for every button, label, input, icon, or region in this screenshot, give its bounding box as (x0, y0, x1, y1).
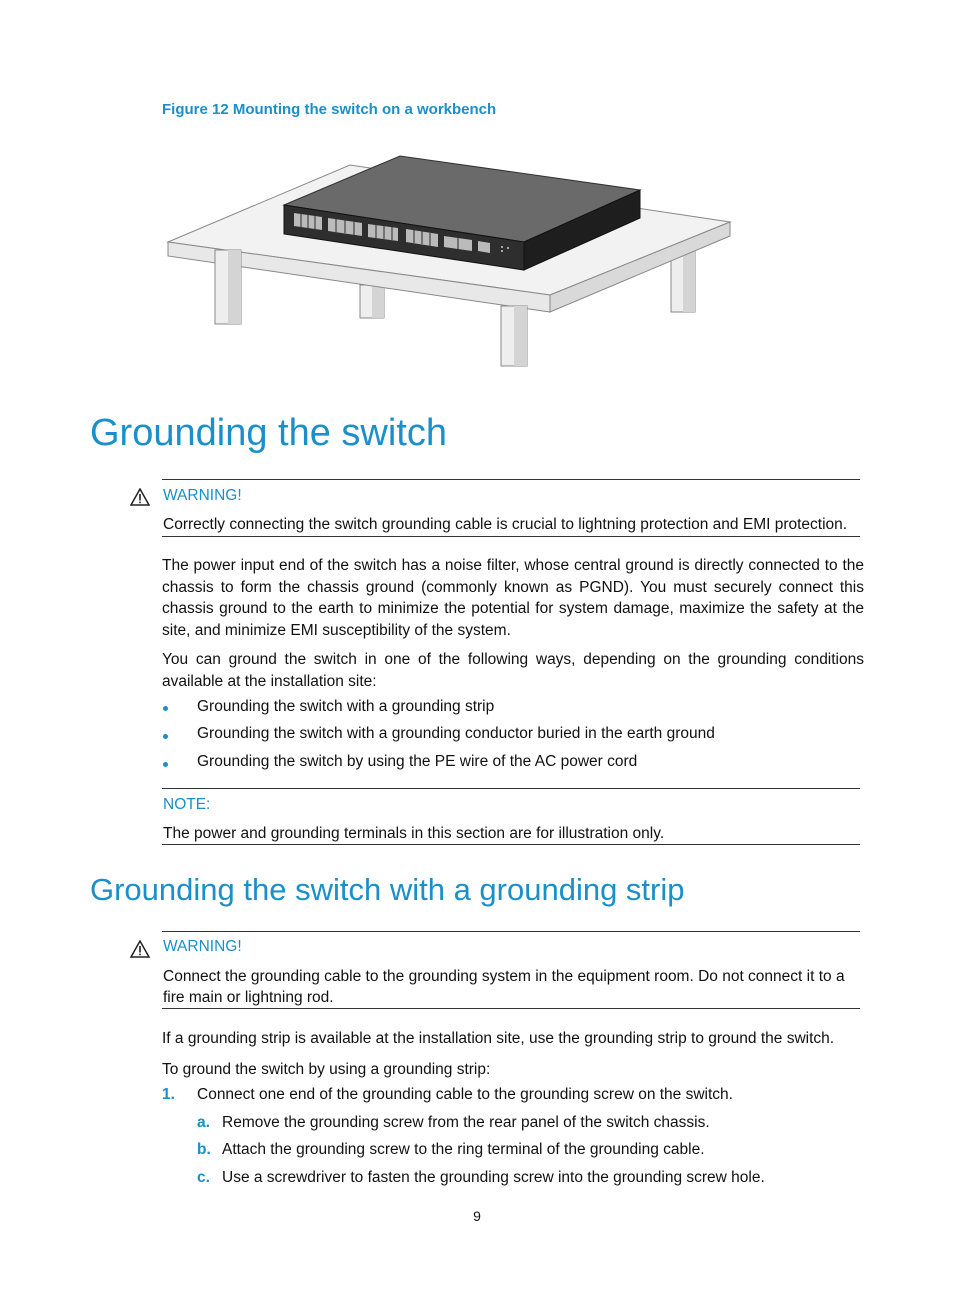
warning-top-rule (162, 479, 860, 480)
section-heading: Grounding the switch with a grounding strip (90, 872, 685, 907)
list-item: Grounding the switch with a grounding strip (197, 698, 495, 715)
list-item: Grounding the switch with a grounding conductor buried in the earth ground (197, 725, 715, 742)
page-title: Grounding the switch (90, 412, 447, 454)
warning-label: WARNING! (163, 487, 242, 504)
page-number: 9 (473, 1208, 481, 1224)
warning-top-rule (162, 931, 860, 932)
note-top-rule (162, 788, 860, 789)
paragraph: The power input end of the switch has a noise filter, whose central ground is directly connected to the chassis to form the chassis ground (commonly known as PGND). You must securely connect this chassis ground to the earth to minimize the potential for system damage, maximize the safety at the site, and minimize EMI susceptibility of the system. (162, 557, 864, 639)
substep-label: c. (197, 1169, 210, 1186)
step-number: 1. (162, 1086, 175, 1103)
warning-text: Correctly connecting the switch grounding cable is crucial to lightning protection and EMI protection. (163, 516, 848, 533)
list-item: Grounding the switch by using the PE wire of the AC power cord (197, 753, 638, 770)
substep-label: b. (197, 1141, 211, 1158)
warning-bottom-rule (162, 536, 860, 537)
switch-on-workbench-illustration (160, 150, 740, 375)
paragraph: To ground the switch by using a grounding strip: (162, 1061, 491, 1078)
step-text: Connect one end of the grounding cable to the grounding screw on the switch. (197, 1086, 733, 1103)
warning-triangle-icon (130, 488, 150, 506)
paragraph: If a grounding strip is available at the installation site, use the grounding strip to ground the switch. (162, 1030, 835, 1047)
warning-label: WARNING! (163, 938, 242, 955)
paragraph: You can ground the switch in one of the following ways, depending on the grounding conditions available at the installation site: (162, 651, 864, 690)
substep-text: Remove the grounding screw from the rear panel of the switch chassis. (222, 1114, 710, 1131)
substep-text: Use a screwdriver to fasten the grounding screw into the grounding screw hole. (222, 1169, 765, 1186)
figure-caption: Figure 12 Mounting the switch on a workbench (162, 101, 497, 118)
note-label: NOTE: (163, 796, 211, 813)
warning-bottom-rule (162, 1008, 860, 1009)
substep-text: Attach the grounding screw to the ring terminal of the grounding cable. (222, 1141, 705, 1158)
warning-text: Connect the grounding cable to the grounding system in the equipment room. Do not connect it to a fire main or lightning rod. (163, 968, 845, 1006)
note-bottom-rule (162, 844, 860, 845)
warning-triangle-icon (130, 940, 150, 958)
bullet-icon (163, 734, 168, 739)
bullet-icon (163, 762, 168, 767)
bullet-icon (163, 706, 168, 711)
substep-label: a. (197, 1114, 210, 1131)
note-text: The power and grounding terminals in this section are for illustration only. (163, 825, 665, 842)
